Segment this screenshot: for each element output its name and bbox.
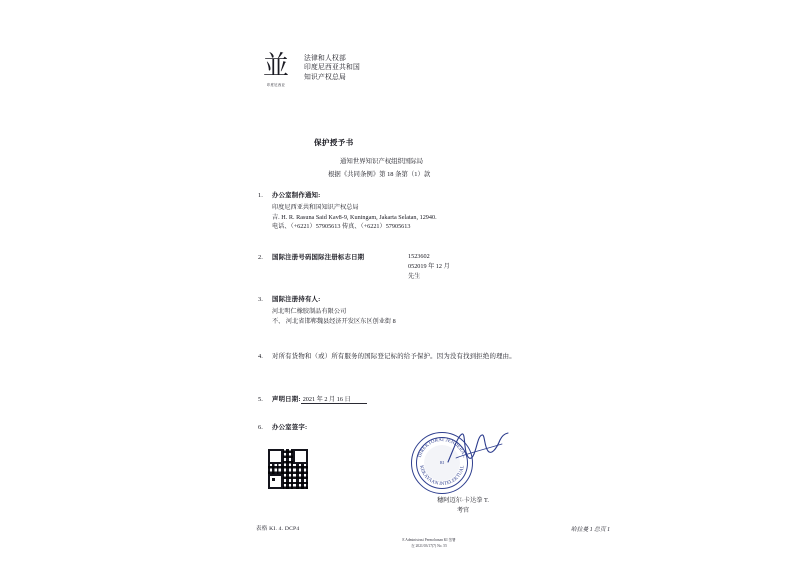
footer-page-number: 哈拉曼 1 总页 1 bbox=[570, 527, 610, 533]
handwritten-signature bbox=[444, 428, 514, 470]
section-declaration-date bbox=[258, 394, 608, 404]
office-line-2: 吉. H. R. Rasuna Said Kav8-9, Kuningam, Jakarta Selatan, 12940. bbox=[272, 213, 437, 221]
holder-address: 不、 河北省邯郸魏县经济开发区东区创业街 8 bbox=[272, 317, 396, 325]
svg-text:DIREKTORAT JENDERAL: DIREKTORAT JENDERAL bbox=[417, 437, 467, 459]
logo-glyph: 並 bbox=[262, 51, 289, 81]
section-number: 4. bbox=[258, 353, 263, 360]
registration-number: 1523602 bbox=[408, 253, 430, 260]
office-line-3: 电话、（+6221）57905613 传真、（+6221）57905613 bbox=[272, 223, 411, 231]
section-number: 5. bbox=[258, 396, 263, 403]
document-header bbox=[256, 52, 360, 88]
declaration-date-field: 2021 年 2 月 16 日 bbox=[301, 394, 367, 404]
footer-system-line-2: 在 2021/03/17(7) No. 55 bbox=[411, 543, 447, 548]
registration-values bbox=[408, 252, 450, 281]
ministry-line-2: 印度尼西亚共和国 bbox=[304, 64, 360, 72]
footer-system-line-1: E Administrasi Permohonan KI 签署 bbox=[402, 538, 456, 542]
section-office-notice bbox=[258, 190, 608, 232]
section-title: 办公室签字: bbox=[272, 424, 308, 431]
qr-finder-bottom-left bbox=[268, 474, 283, 489]
section-protection-statement bbox=[258, 351, 608, 360]
svg-text:KEKAYAAN INTELEKTUAL: KEKAYAAN INTELEKTUAL bbox=[418, 465, 466, 488]
ministry-line-1: 法律和人权部 bbox=[304, 55, 346, 62]
section-title: 国际注册持有人: bbox=[272, 296, 321, 303]
document-subtitle-1: 通知世界知识产权组织国际局 bbox=[340, 158, 424, 165]
ministry-logo bbox=[256, 52, 296, 88]
qr-code bbox=[268, 449, 308, 489]
section-number: 3. bbox=[258, 296, 263, 303]
section-holder bbox=[258, 294, 608, 326]
ministry-line-3: 知识产权总局 bbox=[304, 73, 346, 81]
logo-caption: 印度尼西亚 bbox=[266, 83, 286, 87]
document-title: 保护授予书 bbox=[314, 138, 354, 147]
certificate-sheet bbox=[228, 24, 630, 549]
holder-name: 河北明仁橡胶制品有限公司 bbox=[272, 308, 347, 315]
section-title: 声明日期: bbox=[272, 396, 301, 403]
signatory-role: 考官 bbox=[456, 507, 470, 514]
section-title: 国际注册号码国际注册标志日期 bbox=[272, 254, 365, 261]
office-line-1: 印度尼西亚共和国知识产权总局 bbox=[272, 204, 359, 211]
signatory-name: 穗阿迈尔·卡达拳 T. bbox=[437, 497, 489, 504]
section-number: 1. bbox=[258, 192, 263, 199]
footer-form-code: 表格 KI. 4. DCP4 bbox=[256, 526, 300, 532]
document-subtitle-2: 根据《共同条例》第 18 条第（1）款 bbox=[328, 171, 431, 178]
section-office-signature bbox=[258, 422, 608, 431]
footer-system-note bbox=[228, 538, 630, 549]
section-registration-number bbox=[258, 252, 608, 281]
section-title: 对所有货物和（或）所有服务的国际登记标的给予保护。因为没有找到拒绝的理由。 bbox=[272, 353, 516, 360]
title-block bbox=[314, 137, 574, 180]
section-number: 2. bbox=[258, 254, 263, 261]
seal-center-text: RI bbox=[440, 460, 444, 465]
section-number: 6. bbox=[258, 424, 263, 431]
registration-date: 052019 年 12 月 bbox=[408, 262, 450, 270]
section-title: 办公室制作通知: bbox=[272, 192, 321, 199]
registration-extra: 先生 bbox=[408, 272, 421, 280]
ministry-name-block bbox=[304, 52, 360, 82]
